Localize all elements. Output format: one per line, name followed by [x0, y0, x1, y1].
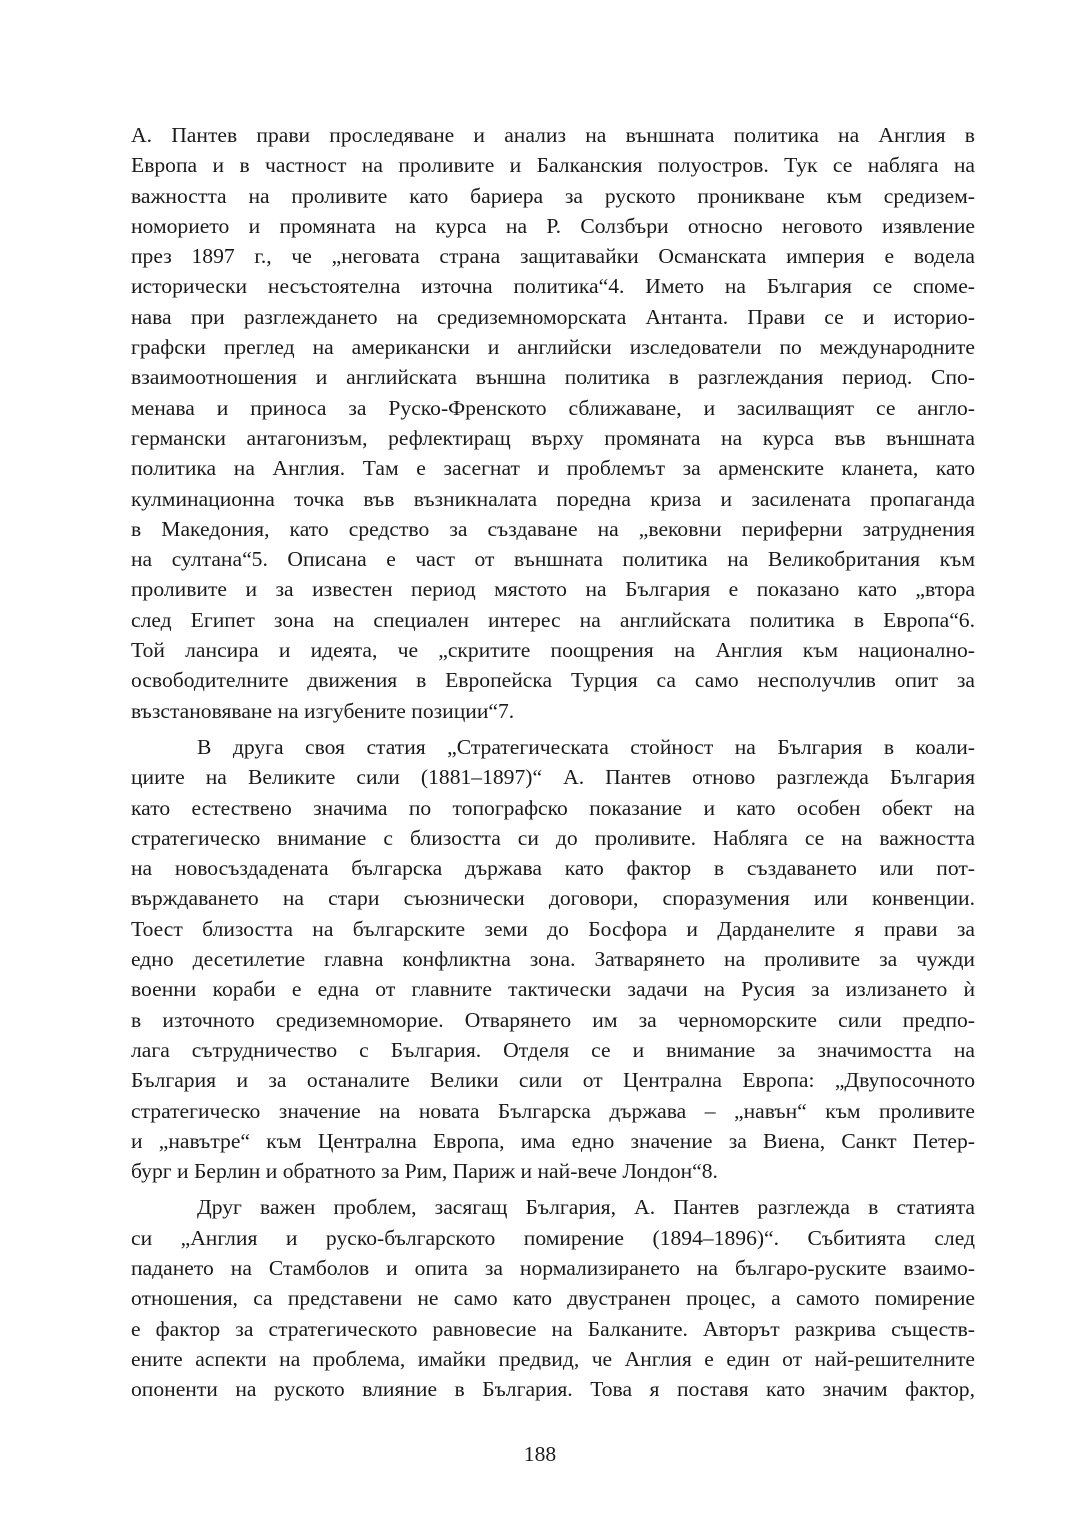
text-line: България и за останалите Велики сили от Централна Европа: „Двупосочното — [131, 1068, 975, 1093]
page-number: 188 — [523, 1442, 557, 1466]
text-line: на султана“5. Описана е част от външната политика на Великобритания към — [131, 547, 975, 572]
text-line: Европа и в частност на проливите и Балканския полуостров. Тук се набляга на — [131, 153, 975, 178]
text-line: Той лансира и идеята, че „скритите поощрения на Англия към национално- — [131, 638, 975, 663]
text-line: на новосъздадената българска държава като фактор в създаването или пот- — [131, 856, 975, 881]
text-line: опоненти на руското влияние в България. Това я поставя като значим фактор, — [131, 1377, 975, 1402]
text-line: кулминационна точка във възникналата поредна криза и засилената пропаганда — [131, 486, 975, 511]
text-line: едно десетилетие главна конфликтна зона. Затварянето на проливите за чужди — [131, 947, 975, 972]
text-line: Тоест близостта на българските земи до Босфора и Дарданелите я прави за — [131, 916, 975, 941]
text-line: в Македония, като средство за създаване на „вековни периферни затруднения — [131, 516, 975, 541]
text-line: като естествено значима по топографско показание и като особен обект на — [131, 795, 975, 820]
text-line: бург и Берлин и обратното за Рим, Париж и най-вече Лондон“8. — [131, 1159, 718, 1184]
text-line: германски антагонизъм, рефлектиращ върху промяната на курса във външната — [131, 425, 975, 450]
text-line: важността на проливите като бариера за руското проникване към средизем- — [131, 183, 975, 208]
text-line: военни кораби е една от главните тактически задачи на Русия за излизането ѝ — [131, 977, 975, 1002]
text-line: върждаването на стари съюзнически договори, споразумения или конвенции. — [131, 886, 975, 911]
text-line: падането на Стамболов и опита за нормализирането на българо-руските взаимо- — [131, 1255, 975, 1280]
text-line: ените аспекти на проблема, имайки предвид, че Англия е един от най-решителните — [131, 1346, 975, 1371]
text-line: менава и приноса за Руско-Френското сближаване, и засилващият се англо- — [131, 395, 975, 420]
text-line: след Египет зона на специален интерес на английската политика в Европа“6. — [131, 607, 975, 632]
text-line: възстановяване на изгубените позиции“7. — [131, 698, 515, 723]
paragraph-1 — [131, 120, 975, 726]
text-line: Друг важен проблем, засягащ България, А. Пантев разглежда в статията — [197, 1195, 975, 1220]
text-line: взаимоотношения и английската външна политика в разглеждания период. Спо- — [131, 365, 975, 390]
text-line: през 1897 г., че „неговата страна защитавайки Османската империя е водела — [131, 244, 975, 269]
text-line: графски преглед на американски и английски изследователи по международните — [131, 335, 975, 360]
paragraph-3 — [131, 1192, 975, 1404]
text-line: си „Англия и руско-българското помирение (1894–1896)“. Събитията след — [131, 1225, 975, 1250]
text-line: политика на Англия. Там е засегнат и проблемът за арменските кланета, като — [131, 456, 975, 481]
text-line: отношения, са представени не само като двустранен процес, а самото помирение — [131, 1286, 975, 1311]
text-line: стратегическо внимание с близостта си до проливите. Набляга се на важността — [131, 825, 975, 850]
text-line: номорието и промяната на курса на Р. Солзбъри относно неговото изявление — [131, 213, 975, 238]
text-line: проливите и за известен период мястото на България е показано като „втора — [131, 577, 975, 602]
text-line: исторически несъстоятелна източна политика“4. Името на България се споме- — [131, 274, 975, 299]
text-line: А. Пантев прави проследяване и анализ на външната политика на Англия в — [131, 123, 975, 147]
text-line: и „навътре“ към Централна Европа, има едно значение за Виена, Санкт Петер- — [131, 1128, 975, 1153]
text-line: циите на Великите сили (1881–1897)“ А. Пантев отново разглежда България — [131, 765, 975, 790]
text-line: В друга своя статия „Стратегическата стойност на България в коали- — [197, 734, 975, 759]
text-line: стратегическо значение на новата Българска държава – „навън“ към проливите — [131, 1098, 975, 1123]
text-line: в източното средиземноморие. Отварянето им за черноморските сили предпо- — [131, 1007, 975, 1032]
text-line: е фактор за стратегическото равновесие на Балканите. Авторът разкрива съществ- — [131, 1316, 975, 1341]
text-line: нава при разглеждането на средиземноморската Антанта. Прави се и историо- — [131, 304, 975, 329]
text-line: освободителните движения в Европейска Турция са само несполучлив опит за — [131, 668, 975, 693]
text-line: лага сътрудничество с България. Отделя се и внимание за значимостта на — [131, 1037, 975, 1062]
paragraph-2 — [131, 732, 975, 1186]
body-text — [131, 120, 975, 1404]
